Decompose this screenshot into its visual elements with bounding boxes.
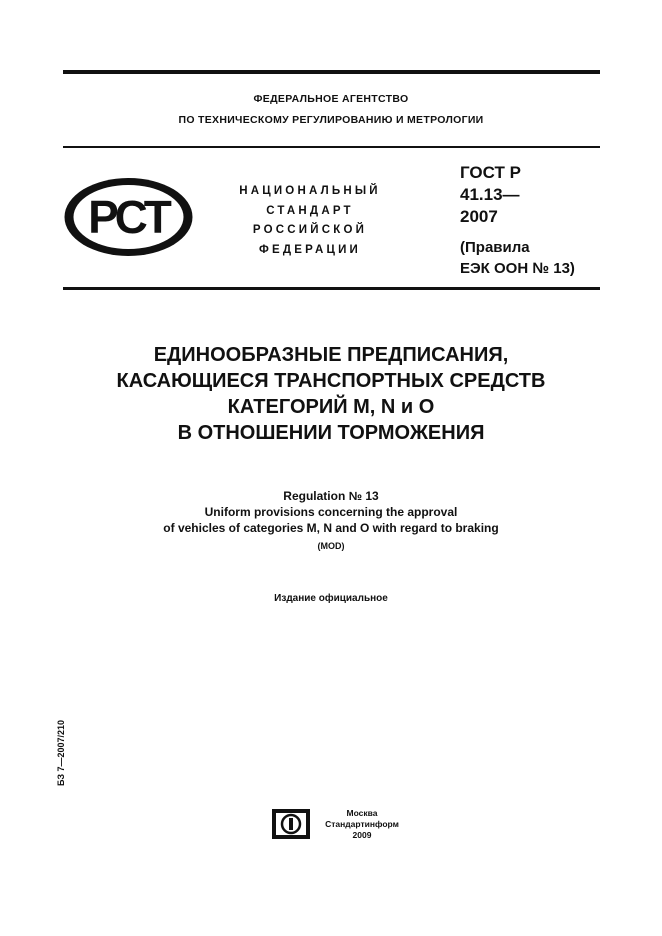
publisher-year: 2009	[352, 830, 372, 840]
gost-r-logo	[62, 176, 195, 258]
standard-type-line-3: РОССИЙСКОЙ	[252, 224, 368, 236]
english-line-1: Regulation № 13	[283, 489, 379, 503]
agency-line-1: ФЕДЕРАЛЬНОЕ АГЕНТСТВО	[253, 93, 409, 105]
rules-line-2: ЕЭК ООН № 13)	[460, 260, 575, 277]
official-edition: Издание официальное	[274, 593, 388, 604]
standard-type-line-1: НАЦИОНАЛЬНЫЙ	[239, 185, 381, 197]
title-line-3: КАТЕГОРИЙ М, N и О	[227, 396, 435, 418]
agency-line-2: ПО ТЕХНИЧЕСКОМУ РЕГУЛИРОВАНИЮ И МЕТРОЛОГИИ	[178, 114, 484, 126]
top-rule	[63, 70, 600, 74]
english-line-2: Uniform provisions concerning the approval	[204, 505, 458, 519]
publisher-name: Стандартинформ	[325, 819, 399, 829]
english-line-3: of vehicles of categories M, N and O with regard to braking	[163, 521, 499, 535]
publisher-city: Москва	[346, 808, 378, 818]
logo-letters: РСТ	[88, 191, 169, 243]
title-line-1: ЕДИНООБРАЗНЫЕ ПРЕДПИСАНИЯ,	[153, 344, 509, 366]
standard-type-line-2: СТАНДАРТ	[266, 205, 354, 217]
publisher-logo	[271, 808, 311, 840]
rules-line-1: (Правила	[460, 239, 530, 256]
title-line-4: В ОТНОШЕНИИ ТОРМОЖЕНИЯ	[177, 422, 485, 444]
designation-line-2: 41.13—	[460, 185, 520, 204]
header-rule-lower	[63, 287, 600, 290]
designation-line-3: 2007	[460, 207, 498, 226]
side-code: БЗ 7—2007/210	[56, 719, 66, 786]
title-line-2: КАСАЮЩИЕСЯ ТРАНСПОРТНЫХ СРЕДСТВ	[116, 370, 546, 392]
standard-type-line-4: ФЕДЕРАЦИИ	[258, 244, 362, 256]
english-line-4: (MOD)	[317, 541, 345, 551]
designation-line-1: ГОСТ Р	[460, 163, 521, 182]
header-rule-upper	[63, 146, 600, 148]
